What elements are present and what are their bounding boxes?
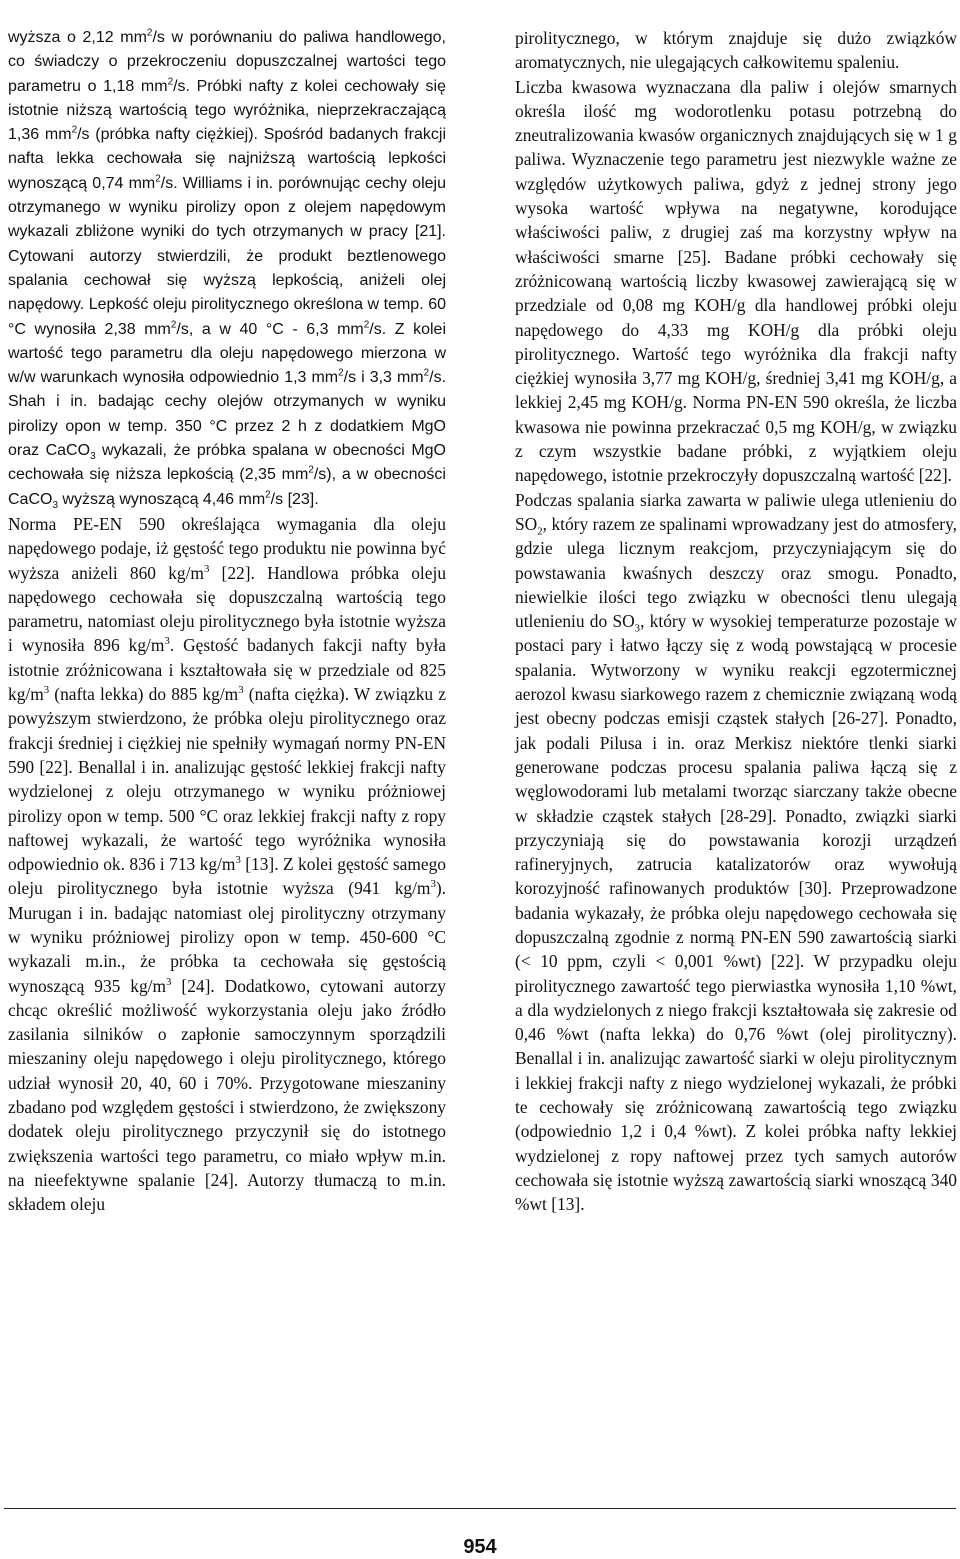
- left-column: [8, 26, 446, 1217]
- paragraph-sulfur: Podczas spalania siarka zawarta w paliwie ulega utlenieniu do $SO_2$, który razem ze spalinami wprowadzany jest do atmosfery, gdzie ulega licznym reakcjom, przyczyniającym się do powstawania kwaśnych deszczy oraz smogu. Ponadto, niewielkie ilości tego związku w obecności tlenu ulegają utlenieniu do $SO_3$, który w wysokiej temperaturze pozostaje w postaci pary i łatwo łączy się z wodą powstającą w procesie spalania. Wytworzony w wyniku reakcji egzotermicznej aerozol kwasu siarkowego razem z chemicznie związaną wodą jest obecny podczas emisji cząstek stałych [26-27]. Ponadto, jak podali Pilusa i in. oraz Merkisz niektóre tlenki siarki generowane podczas procesu spalania paliwa łączą się z węglowodorami lub metalami tworząc siarczany także obecne w składzie cząstek stałych [28-29]. Ponadto, związki siarki przyczyniają się do powstawania korozji urządzeń rafineryjnych, zatrucia katalizatorów oraz wywołują korozyjność rafinowanych produktów [30]. Przeprowadzone badania wykazały, że próbka oleju napędowego cechowała się dopuszczalną zgodnie z normą PN-EN 590 zawartością siarki (< 10 ppm, czyli < 0,001 %wt) [22]. W przypadku oleju pirolitycznego zawartość tego pierwiastka wynosiła 1,10 %wt, a dla wydzielonych z niego frakcji kształtowała się zakresie od 0,46 %wt (nafta lekka) do 0,76 %wt (olej pirolityczny). Benallal i in. analizując zawartość siarki w oleju pirolitycznym i lekkiej frakcji nafty z niego wydzielonej wykazali, że próbki te cechowały się zróżnicowaną zawartością tego związku (odpowiednio 1,2 i 0,4 %wt). Z kolei próbka nafty lekkiej wydzielonej z ropy naftowej przez tych samych autorów cechowała się istotnie wyższą zawartością siarki wnoszącą 340 %wt [13].: [515, 489, 957, 1215]
- paragraph-combustion: pirolitycznego, w którym znajduje się dużo związków aromatycznych, nie ulegających całkowitemu spaleniu.: [515, 28, 957, 73]
- paragraph-viscosity: wyższa o 2,12 $mm^2/s$ w porównaniu do paliwa handlowego, co świadczy o przekroczeniu dopuszczalnej wartości tego parametru o 1,18 $mm^2/s$. Próbki nafty z kolei cechowały się istotnie niższą wartością tego wyróżnika, nieprzekraczającą 1,36 $mm^2/s$ (próbka nafty ciężkiej). Spośród badanych frakcji nafta lekka cechowała się najniższą wartością lepkości wynoszącą 0,74 $mm^2/s$. Williams i in. porównując cechy oleju otrzymanego w wyniku pirolizy opon z olejem napędowym wykazali zbliżone wyniki do tych otrzymanych w pracy [21]. Cytowani autorzy stwierdzili, że produkt beztlenowego spalania cechował się wyższą lepkością, aniżeli olej napędowy. Lepkość oleju pirolitycznego określona w temp. 60 °C wynosiła 2,38 $mm^2/s$, a w 40 °C - 6,3 $mm^2/s$. Z kolei wartość tego parametru dla oleju napędowego mierzona w w/w warunkach wynosiła odpowiednio 1,3 $mm^2/s$ i 3,3 $mm^2/s$. Shah i in. badając cechy olejów otrzymanych w wyniku pirolizy opon w temp. 350 °C przez 2 h z dodatkiem MgO oraz CaCO$_3$ wykazali, że próbka spalana w obecności MgO cechowała się niższa lepkością (2,35 $mm^2/s$), a w obecności CaCO$_3$ wyższą wynoszącą 4,46 $mm^2/s$ [23].: [8, 27, 447, 511]
- paragraph-density: Norma PE-EN 590 określająca wymagania dla oleju napędowego podaje, iż gęstość tego produktu nie powinna być wyższa aniżeli 860 $kg/m^3$ [22]. Handlowa próbka oleju napędowego cechowała się dopuszczalną wartością tego parametru, natomiast oleju pirolitycznego była istotnie wyższa i wynosiła 896 $kg/m^3$. Gęstość badanych fakcji nafty była istotnie zróżnicowana i kształtowała się w przedziale od 825 $kg/m^3$ (nafta lekka) do 885 $kg/m^3$ (nafta ciężka). W związku z powyższym stwierdzono, że próbka oleju pirolitycznego oraz frakcji średniej i ciężkiej nie spełniły wymagań normy PN-EN 590 [22]. Benallal i in. analizując gęstość lekkiej frakcji nafty wydzielonej z oleju otrzymanego w wyniku próżniowej pirolizy opon w temp. 500 °C oraz lekkiej frakcji nafty z ropy naftowej wykazali, że wartość tego wyróżnika wynosiła odpowiednio ok. 836 i 713 $kg/m^3$ [13]. Z kolei gęstość samego oleju pirolitycznego była istotnie wyższa (941 $kg/m^3$). Murugan i in. badając natomiast olej pirolityczny otrzymany w wyniku próżniowej pirolizy opon w temp. 450-600 °C wykazali m.in., że próbka ta cechowała się gęstością wynoszącą 935 $kg/m^3$ [24]. Dodatkowo, cytowani autorzy chcąc określić możliwość wykorzystania oleju jako źródło zasilania silników o zapłonie samoczynnym sporządzili mieszaniny oleju napędowego i oleju pirolitycznego, którego udział wynosił 20, 40, 60 i 70%. Przygotowane mieszaniny zbadano pod względem gęstości i stwierdzono, że zwiększony dodatek oleju pirolitycznego przyczynił się do istotnego zwiększenia wartości tego parametru, co miało wpływ m.in. na nieefektywne spalanie [24]. Autorzy tłumaczą to m.in. składem oleju: [8, 513, 447, 1215]
- footer-divider: [4, 1508, 956, 1509]
- right-column: [515, 26, 957, 1217]
- paragraph-acid-number: Liczba kwasowa wyznaczana dla paliw i olejów smarnych określa ilość mg wodorotlenku potasu potrzebną do zneutralizowania kwasów organicznych znajdujących się w 1 g paliwa. Wyznaczenie tego parametru jest niezwykle ważne ze względów użytkowych paliwa, gdyż z jednej strony jego wysoka wartość wpływa na negatywne, korodujące właściwości paliw, z drugiej zaś ma korzystny wpływ na właściwości smarne [25]. Badane próbki cechowały się zróżnicowaną wartością liczby kwasowej zawierającą się w przedziale od 0,08 mg KOH/g dla handlowej próbki oleju napędowego do 4,33 mg KOH/g dla próbki oleju pirolitycznego. Wartość tego wyróżnika dla frakcji nafty ciężkiej wynosiła 3,77 mg KOH/g, średniej 3,41 mg KOH/g, a lekkiej 2,45 mg KOH/g. Norma PN-EN 590 określa, że liczba kwasowa nie powinna przekraczać 0,5 mg KOH/g, w związku z czym wszystkie badane próbki, z wyjątkiem oleju napędowego, istotnie przekroczyły dopuszczalną wartość [22].: [515, 76, 957, 486]
- page-number: 954: [463, 1536, 497, 1558]
